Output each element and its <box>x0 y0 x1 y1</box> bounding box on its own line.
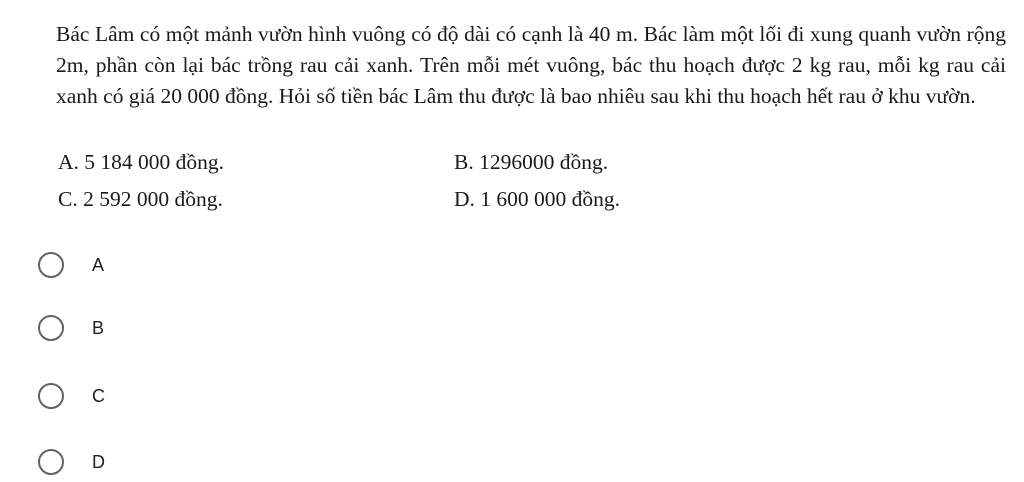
answer-b: B. 1296000 đồng. <box>454 150 609 174</box>
answer-c: C. 2 592 000 đồng. <box>58 187 223 211</box>
answer-row-1 <box>58 144 758 181</box>
radio-button-a[interactable] <box>38 252 64 278</box>
radio-button-c[interactable] <box>38 383 64 409</box>
option-a[interactable] <box>38 245 104 285</box>
option-d[interactable] <box>38 442 105 482</box>
option-b[interactable] <box>38 308 104 348</box>
answer-a: A. 5 184 000 đồng. <box>58 150 225 174</box>
option-a-label: A <box>92 254 105 275</box>
answer-d: D. 1 600 000 đồng. <box>454 187 621 211</box>
question-text: Bác Lâm có một mảnh vườn hình vuông có độ dài có cạnh là 40 m. Bác làm một lối đi xung quanh vườn rộng 2m, phần còn lại bác trồng rau cải xanh. Trên mỗi mét vuông, bác thu hoạch được 2 kg rau, mỗi kg rau cải xanh có giá 20 000 đồng. Hỏi số tiền bác Lâm thu được là bao nhiêu sau khi thu hoạch hết rau ở khu vườn. <box>56 22 1006 108</box>
option-c[interactable] <box>38 376 105 416</box>
option-d-label: D <box>92 451 105 472</box>
answer-row-2 <box>58 181 758 218</box>
option-b-label: B <box>92 317 105 338</box>
radio-button-d[interactable] <box>38 449 64 475</box>
radio-button-b[interactable] <box>38 315 64 341</box>
option-c-label: C <box>92 385 105 406</box>
answer-choices <box>58 144 758 218</box>
